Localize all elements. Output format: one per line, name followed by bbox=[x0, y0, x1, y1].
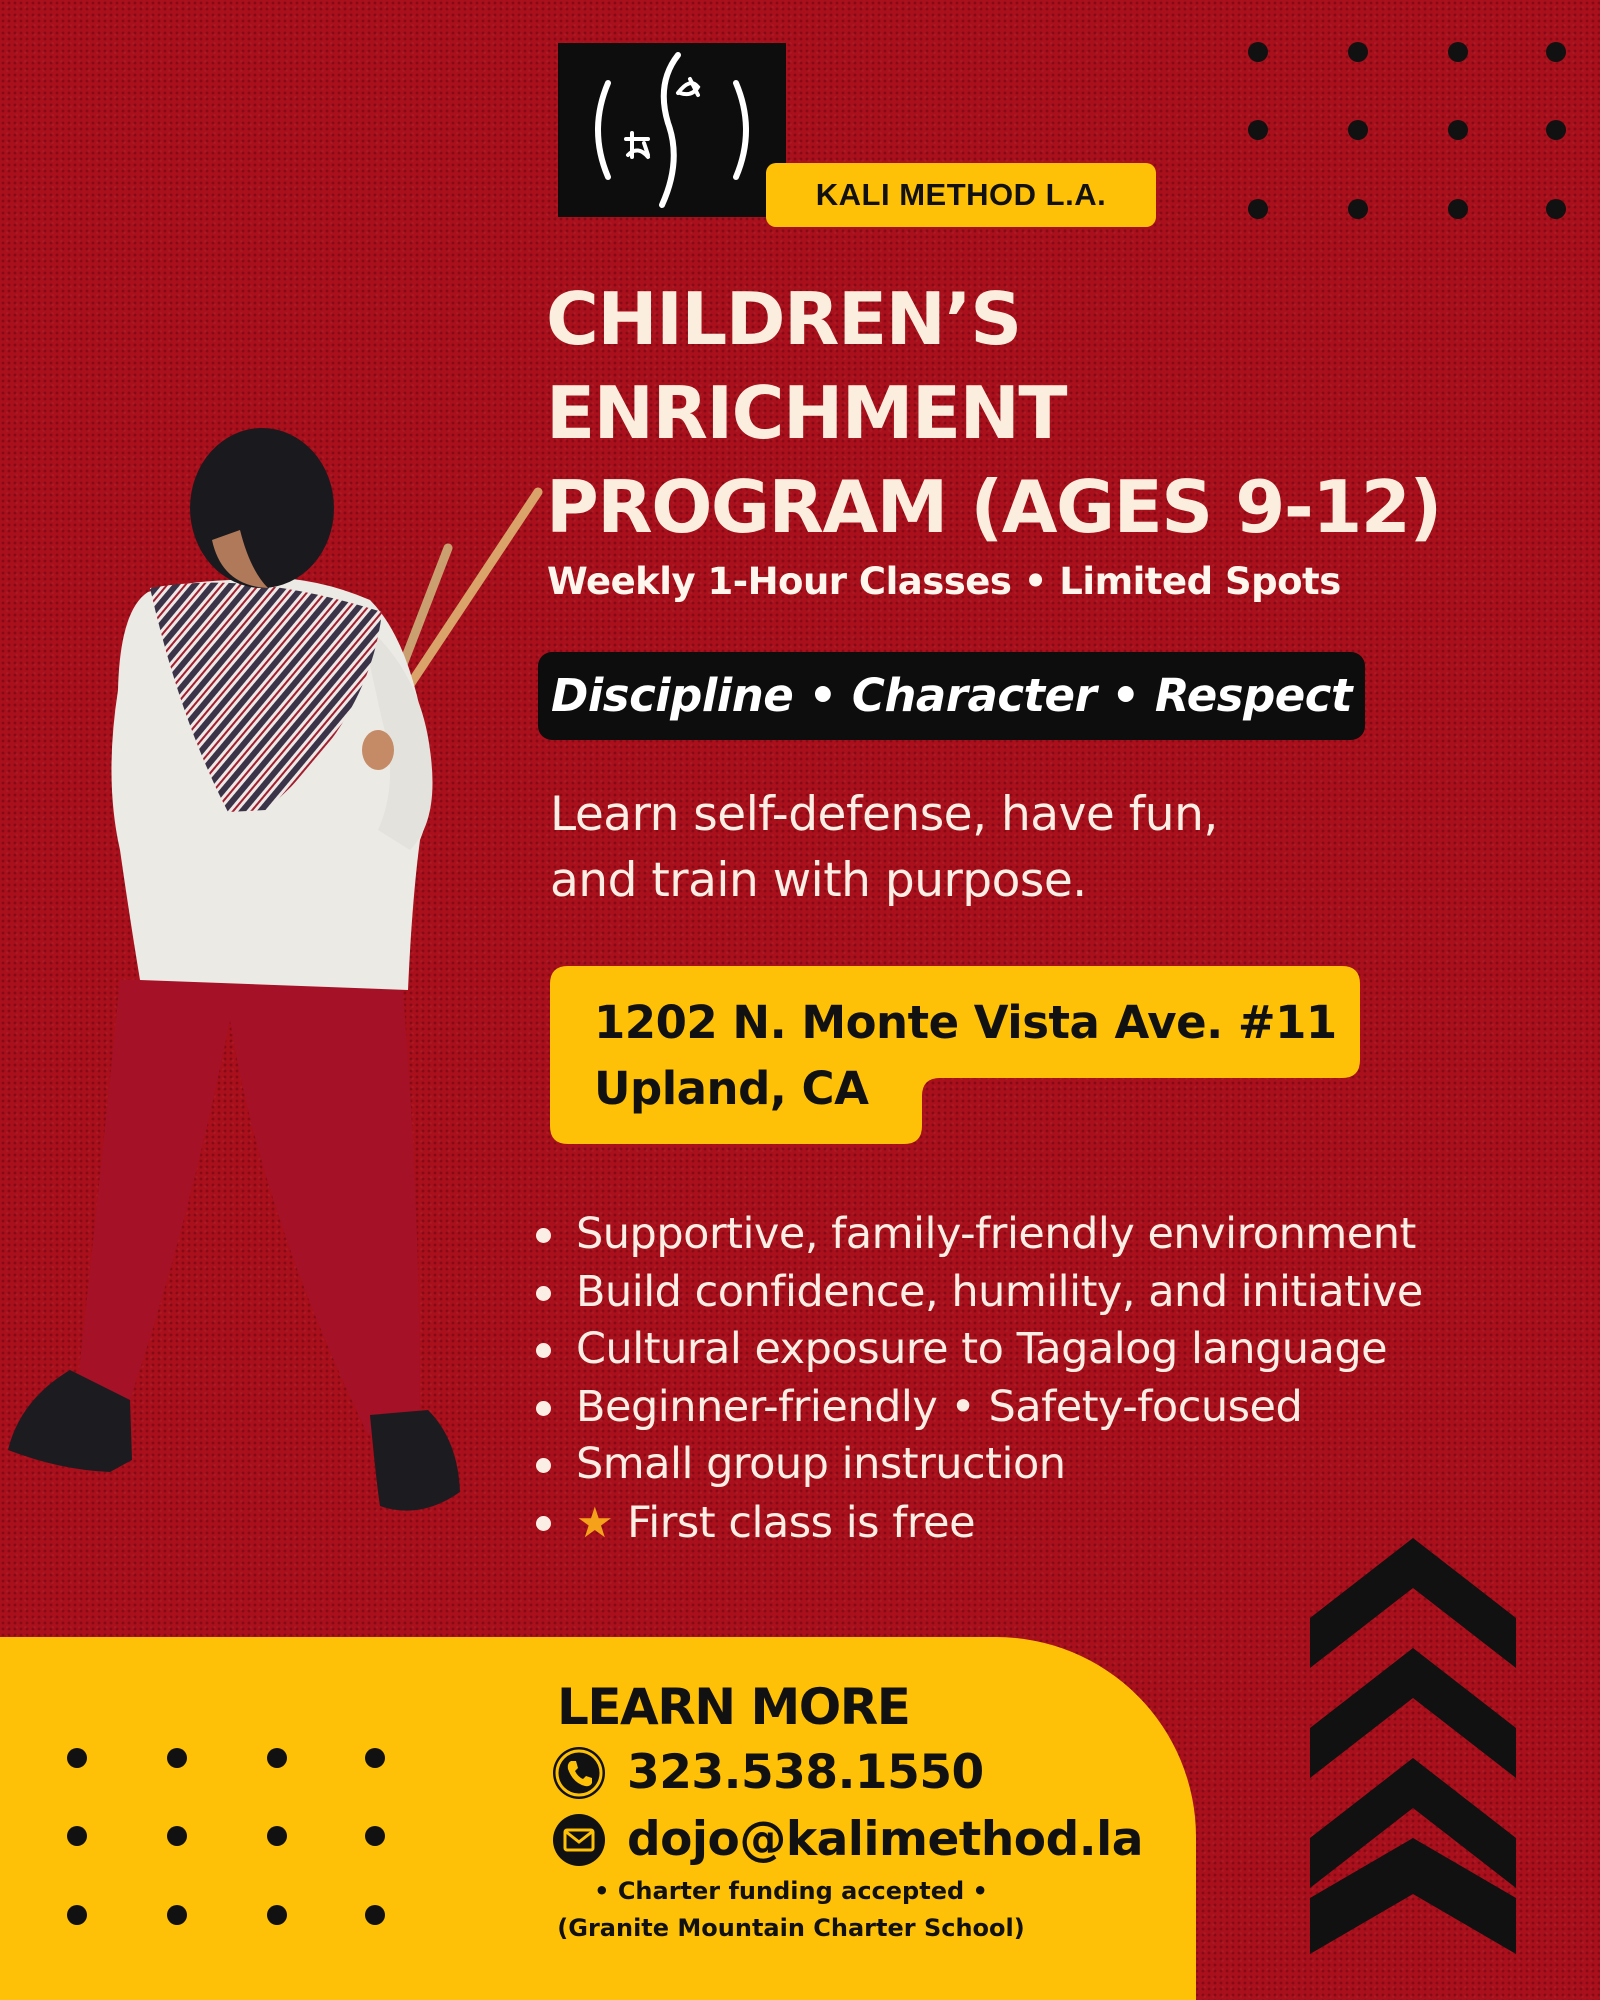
tagline-line: Learn self-defense, have fun, bbox=[550, 787, 1218, 842]
feature-text: Beginner-friendly • Safety-focused bbox=[576, 1381, 1303, 1432]
logo bbox=[558, 43, 786, 217]
envelope-icon bbox=[553, 1814, 605, 1866]
dot-grid-top-right bbox=[1248, 42, 1578, 222]
address-line-1: 1202 N. Monte Vista Ave. #11 bbox=[594, 996, 1337, 1049]
features-list bbox=[532, 1206, 1423, 1552]
address-line-2: Upland, CA bbox=[594, 1062, 869, 1115]
feature-text: Build confidence, humility, and initiative bbox=[576, 1266, 1423, 1317]
list-item bbox=[532, 1321, 1423, 1379]
phone-number: 323.538.1550 bbox=[627, 1745, 984, 1800]
star-icon: ★ bbox=[576, 1497, 614, 1547]
tagline-line: and train with purpose. bbox=[550, 853, 1087, 908]
address-box bbox=[550, 966, 1360, 1144]
feature-text: Supportive, family-friendly environment bbox=[576, 1209, 1416, 1259]
headline-line: ENRICHMENT bbox=[546, 371, 1066, 455]
values-badge bbox=[538, 652, 1365, 740]
email-address: dojo@kalimethod.la bbox=[627, 1812, 1143, 1867]
feature-text: Cultural exposure to Tagalog language bbox=[576, 1324, 1388, 1374]
funding-note bbox=[556, 1873, 1026, 1947]
address-text bbox=[594, 990, 1337, 1122]
phone-icon bbox=[553, 1747, 605, 1799]
email-contact[interactable] bbox=[553, 1812, 1143, 1867]
tagline bbox=[550, 782, 1450, 914]
learn-more-heading: LEARN MORE bbox=[557, 1678, 910, 1736]
chevron-up-icon bbox=[1310, 1538, 1516, 1954]
funding-line-2: (Granite Mountain Charter School) bbox=[557, 1914, 1025, 1942]
list-item bbox=[532, 1206, 1423, 1264]
subheadline: Weekly 1-Hour Classes • Limited Spots bbox=[547, 560, 1341, 603]
list-item bbox=[532, 1494, 1423, 1553]
kali-method-logo-icon bbox=[558, 43, 786, 217]
list-item bbox=[532, 1264, 1423, 1322]
phone-contact[interactable] bbox=[553, 1745, 984, 1800]
values-text: Discipline • Character • Respect bbox=[551, 669, 1352, 722]
funding-line-1: • Charter funding accepted • bbox=[594, 1877, 988, 1905]
list-item bbox=[532, 1379, 1423, 1437]
list-item bbox=[532, 1436, 1423, 1494]
feature-text: Small group instruction bbox=[576, 1439, 1066, 1489]
headline-line: PROGRAM (AGES 9-12) bbox=[546, 465, 1441, 549]
headline-line: CHILDREN’S bbox=[546, 277, 1021, 361]
feature-text: First class is free bbox=[627, 1497, 976, 1548]
child-with-sticks-image bbox=[0, 420, 560, 1540]
brand-name-tag: KALI METHOD L.A. bbox=[766, 163, 1156, 227]
page-title bbox=[546, 272, 1586, 554]
dot-grid-bottom-left bbox=[67, 1748, 397, 1928]
